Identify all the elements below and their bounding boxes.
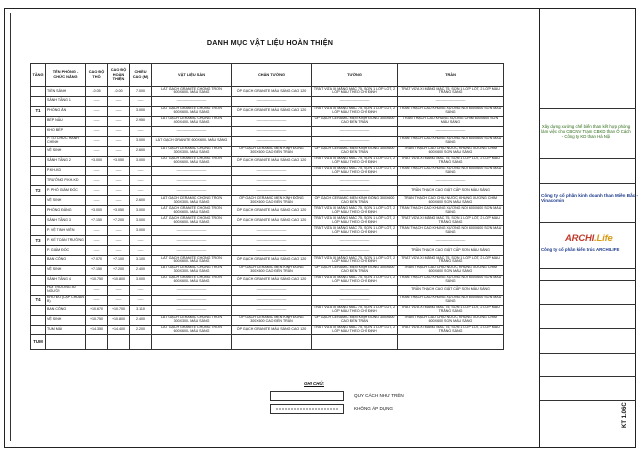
table-cell xyxy=(46,335,86,350)
table-cell: ------------------------- xyxy=(232,295,312,305)
table-cell: ỐP GẠCH CERAMIC MEN KÍNH ĐÔNG 300X600 CAO ĐẾN TRẦN xyxy=(312,116,398,126)
floor-cell xyxy=(31,176,46,186)
table-cell: ----- xyxy=(86,116,108,126)
table-cell: TRẦN THẠCH CAO KHUNG XƯƠNG NỔI 600X600 SƠN MÀU SÁNG xyxy=(398,295,504,305)
table-cell: LÁT GẠCH GRANITE CHỐNG TRƠN 600X600- MÀU SÁNG xyxy=(152,325,232,335)
table-cell: ----- xyxy=(108,186,130,196)
table-row xyxy=(31,216,504,226)
table-cell: ỐP GẠCH CERAMIC MEN KÍNH ĐÔNG 300X600 CAO ĐẾN TRẦN xyxy=(232,196,312,206)
table-row xyxy=(31,196,504,206)
floor-cell xyxy=(31,136,46,146)
floor-cell xyxy=(31,206,46,216)
table-cell: ------------------------- xyxy=(312,246,398,256)
table-cell: TRÁT VỮA XI MĂNG MÁC 75, SƠN 1 LỚP LÓT, 2 LỚP MÀU THEO CHỈ ĐỊNH xyxy=(312,216,398,226)
table-cell: LÁT GẠCH CERAMIC CHỐNG TRƠN 300X300- MÀU SÁNG xyxy=(152,315,232,325)
table-cell: ----- xyxy=(108,166,130,176)
table-cell: ------------------------- xyxy=(152,285,232,295)
table-cell: ----- xyxy=(108,285,130,295)
table-cell: ỐP GẠCH CERAMIC MEN KÍNH ĐÔNG 300X600 CAO ĐẾN TRẦN xyxy=(312,196,398,206)
table-cell: ------------------------- xyxy=(232,116,312,126)
floor-cell xyxy=(31,146,46,156)
table-cell: TRÁT VỮA XI MĂNG MÁC 75, SƠN 1 LỚP LÓT, 2 LỚP MÀU THEO CHỈ ĐỊNH xyxy=(312,156,398,166)
floor-cell xyxy=(31,126,46,136)
floor-cell xyxy=(31,246,46,256)
table-cell: BẾP NẤU xyxy=(46,116,86,126)
table-row xyxy=(31,176,504,186)
table-cell: ------------------------- xyxy=(312,96,398,106)
table-cell: TRẦN THẠCH CAO CHỊU NƯỚC KHUNG XƯƠNG CHÌM 600X600 SƠN MÀU SÁNG xyxy=(398,146,504,156)
table-cell: ----- xyxy=(86,96,108,106)
table-cell: LÁT GẠCH GRANITE CHỐNG TRƠN 600X600- MÀU SÁNG xyxy=(152,255,232,265)
table-row xyxy=(31,255,504,265)
table-cell: +3.050 xyxy=(108,206,130,216)
table-cell: ----- xyxy=(130,176,152,186)
header-cell: VẬT LIỆU SÀN xyxy=(152,64,232,87)
project-name: Xây dựng xưởng chế biến than kết hợp phòng làm việc cho CBCNV Trạm CBKD than Ô Cách - Công ty KD than Hà Nội xyxy=(541,124,631,139)
floor-cell xyxy=(31,166,46,176)
table-cell: ------------------------- xyxy=(312,295,398,305)
table-cell: ------------------------- xyxy=(152,226,232,236)
table-cell: LÁT GẠCH CERAMIC CHỐNG TRƠN 300X300- MÀU SÁNG xyxy=(152,196,232,206)
table-cell: P. KẾ TOÁN TRƯỞNG xyxy=(46,236,86,246)
header-cell: CAO ĐỘ THÔ xyxy=(86,64,108,87)
table-cell: ỐP GẠCH GRANITE MÀU SÁNG CAO 120 xyxy=(232,156,312,166)
table-cell: SẢNH TẦNG 2 xyxy=(46,156,86,166)
table-cell: ----- xyxy=(86,186,108,196)
table-cell: TRẦN THẠCH CAO CHỊU NƯỚC KHUNG XƯƠNG CHÌM 600X600 SƠN MÀU SÁNG xyxy=(398,315,504,325)
table-cell: ------------------------- xyxy=(152,305,232,315)
table-cell: ----- xyxy=(86,236,108,246)
table-cell: ----- xyxy=(86,196,108,206)
table-cell: ------------------------- xyxy=(152,176,232,186)
table-row xyxy=(31,96,504,106)
floor-cell xyxy=(31,325,46,335)
table-cell: +7.200 xyxy=(108,216,130,226)
table-cell: ----- xyxy=(130,126,152,136)
table-cell: ----- xyxy=(86,166,108,176)
table-cell: ------------------------- xyxy=(152,246,232,256)
table-cell: KHO ĐỒ (LẠP CHUẨN B) xyxy=(47,295,84,304)
table-cell xyxy=(130,335,152,350)
table-cell: ỐP GẠCH CERAMIC MEN KÍNH ĐÔNG 300X600 CAO ĐẾN TRẦN xyxy=(232,315,312,325)
table-cell: ----- xyxy=(130,246,152,256)
table-cell: ------------------------- xyxy=(152,236,232,246)
table-cell: ----- xyxy=(86,285,108,295)
floor-cell xyxy=(31,315,46,325)
table-cell: ------------------------- xyxy=(232,186,312,196)
legend-na-swatch xyxy=(270,404,344,414)
table-row xyxy=(31,186,504,196)
table-cell: 3.000 xyxy=(130,226,152,236)
table-cell: BAN CÔNG xyxy=(46,305,86,315)
table-cell: 2.950 xyxy=(130,116,152,126)
legend-same-swatch xyxy=(270,391,344,401)
table-cell: ----- xyxy=(130,96,152,106)
table-cell: +10.800 xyxy=(108,315,130,325)
table-row xyxy=(31,87,504,97)
table-cell: TRÁT VỮA XI MĂNG MÁC 75, SƠN 1 LỚP LÓT, 2 LỚP MÀU TRẮNG SÁNG xyxy=(398,87,504,97)
table-cell xyxy=(398,335,504,350)
table-row xyxy=(31,166,504,176)
table-cell: +10.750 xyxy=(86,275,108,285)
table-row xyxy=(31,285,504,295)
table-cell: ------------------------- xyxy=(232,96,312,106)
table-cell: ------------------------- xyxy=(398,236,504,246)
page-title: DANH MỤC VẬT LIỆU HOÀN THIỆN xyxy=(206,38,334,47)
title-block xyxy=(539,8,636,448)
table-cell: ----- xyxy=(130,236,152,246)
floor-cell xyxy=(31,96,46,106)
table-cell: 3.000 xyxy=(130,275,152,285)
table-cell: 3.000 xyxy=(130,106,152,116)
table-cell: ------------------------- xyxy=(232,176,312,186)
table-cell: ----- xyxy=(86,226,108,236)
floor-cell: T1 xyxy=(31,106,46,116)
table-cell: P. PHÓ GIÁM ĐỐC xyxy=(46,186,86,196)
finish-schedule-table xyxy=(30,63,504,350)
table-cell: ----- xyxy=(130,295,152,305)
table-cell: P. GIÁM ĐỐC xyxy=(46,246,86,256)
table-cell: TRÁT VỮA XI MĂNG MÁC 75, SƠN 1 LỚP LÓT, 2 LỚP MÀU THEO CHỈ ĐỊNH xyxy=(312,87,398,97)
table-cell: LÁT GẠCH GRANITE CHỐNG TRƠN 600X600- MÀU SÁNG xyxy=(152,87,232,97)
floor-cell xyxy=(31,196,46,206)
table-cell: 3.110 xyxy=(130,305,152,315)
table-cell: LÁT GẠCH GRANITE CHỐNG TRƠN 600X600- MÀU SÁNG xyxy=(152,106,232,116)
legend-same-label: QUY CÁCH NHƯ TRÊN xyxy=(354,393,404,398)
table-cell: LÁT GẠCH CERAMIC CHỐNG TRƠN 300X300- MÀU SÁNG xyxy=(152,146,232,156)
table-cell: ------------------------- xyxy=(312,136,398,146)
table-row xyxy=(31,305,504,315)
table-cell: LÁT GẠCH GRANITE CHỐNG TRƠN 600X600- MÀU SÁNG xyxy=(152,275,232,285)
table-cell: ------------------------- xyxy=(152,126,232,136)
table-cell: TRẦN THẠCH CAO KHUNG XƯƠNG NỔI 600X600 SƠN MÀU SÁNG xyxy=(398,136,504,146)
table-cell: 3.000 xyxy=(130,206,152,216)
table-cell: BAN CÔNG xyxy=(46,255,86,265)
table-cell: ----- xyxy=(108,146,130,156)
table-cell: VỆ SINH xyxy=(46,315,86,325)
table-cell: ----- xyxy=(108,246,130,256)
table-cell: VỆ SINH xyxy=(46,146,86,156)
table-cell: TRẦN THẠCH CAO GIẬT CẤP SƠN MÀU SÁNG xyxy=(398,246,504,256)
table-cell: ----- xyxy=(108,116,130,126)
table-cell: TRẦN THẠCH CAO KHUNG XƯƠNG NỔI 600X600 SƠN MÀU SÁNG xyxy=(398,275,504,285)
table-cell: 3.000 xyxy=(130,136,152,146)
floor-cell xyxy=(31,116,46,126)
table-row xyxy=(31,146,504,156)
table-cell: ----- xyxy=(86,126,108,136)
table-cell: TRÁT VỮA XI MĂNG MÁC 75, SƠN 1 LỚP LÓT, 2 LỚP MÀU TRẮNG SÁNG xyxy=(398,325,504,335)
table-cell: SẢNH TẦNG 1 xyxy=(46,96,86,106)
table-row xyxy=(31,206,504,216)
floor-cell: T2 xyxy=(31,186,46,196)
owner-name: Công ty cổ phần kinh doanh than Miền Bắc - Vinacomin xyxy=(541,193,638,204)
table-cell: SẢNH TẦNG 3 xyxy=(46,216,86,226)
table-cell: +10.670 xyxy=(86,305,108,315)
floor-cell xyxy=(31,305,46,315)
table-cell: ỐP GẠCH GRANITE MÀU SÁNG CAO 120 xyxy=(232,87,312,97)
table-cell: ----- xyxy=(108,236,130,246)
table-cell: ------------------------- xyxy=(152,96,232,106)
table-cell xyxy=(108,335,130,350)
floor-cell xyxy=(31,285,46,295)
table-cell: ------------------------- xyxy=(152,166,232,176)
table-cell: P. TỔ CHỨC HÀNH CHÍNH xyxy=(46,136,86,146)
table-cell: ------------------------- xyxy=(232,166,312,176)
table-cell: 2.200 xyxy=(130,325,152,335)
table-cell: +3.000 xyxy=(86,206,108,216)
table-cell: +3.050 xyxy=(108,156,130,166)
table-cell: ------------------------- xyxy=(152,295,232,305)
table-cell: ỐP GẠCH CERAMIC MEN KÍNH ĐÔNG 300X600 CAO ĐẾN TRẦN xyxy=(312,265,398,275)
table-cell: SẢNH TẦNG 4 xyxy=(46,275,86,285)
table-cell: -0.00 xyxy=(108,87,130,97)
table-cell: ----- xyxy=(130,285,152,295)
table-cell: +3.000 xyxy=(86,156,108,166)
archilife-logo: ARCHI.Life xyxy=(565,233,613,244)
header-cell: TƯỜNG xyxy=(312,64,398,87)
table-cell: ------------------------- xyxy=(398,126,504,136)
table-cell: TRÁT VỮA XI MĂNG MÁC 75, SƠN 1 LỚP LÓT, 2 LỚP MÀU THEO CHỈ ĐỊNH xyxy=(312,106,398,116)
table-cell: TRẦN THẠCH CAO CHỊU NƯỚC KHUNG XƯƠNG CHÌM 600X600 SƠN MÀU SÁNG xyxy=(398,196,504,206)
table-cell: +7.100 xyxy=(108,255,130,265)
table-cell: TRÁT VỮA XI MĂNG MÁC 75, SƠN 1 LỚP LÓT, 2 LỚP MÀU THEO CHỈ ĐỊNH xyxy=(312,166,398,176)
table-cell: LÁT GẠCH CERAMIC CHỐNG TRƠN 300X300- MÀU SÁNG xyxy=(152,265,232,275)
table-cell: ----- xyxy=(108,136,130,146)
floor-cell xyxy=(31,87,46,97)
table-cell: ỐP GẠCH CERAMIC MEN KÍNH ĐÔNG 300X600 CAO ĐẾN TRẦN xyxy=(312,146,398,156)
header-cell: TẦNG xyxy=(31,64,46,87)
floor-cell: T3 xyxy=(31,236,46,246)
table-cell: +7.150 xyxy=(86,265,108,275)
table-cell: ----- xyxy=(108,96,130,106)
table-cell: ------------------------- xyxy=(232,136,312,146)
table-cell: ỐP GẠCH GRANITE MÀU SÁNG CAO 120 xyxy=(232,255,312,265)
table-cell: LÁT GẠCH GRANITE CHỐNG TRƠN 600X600- MÀU SÁNG xyxy=(152,216,232,226)
table-cell: ----- xyxy=(108,126,130,136)
table-row xyxy=(31,106,504,116)
sheet-number: KT 1.06C xyxy=(622,402,628,428)
table-cell: +10.750 xyxy=(86,315,108,325)
floor-cell xyxy=(31,216,46,226)
table-cell: TRẦN THẠCH CAO KHUNG XƯƠNG CHÌM 600X600 SƠN MÀU SÁNG xyxy=(398,116,504,126)
table-cell: ----- xyxy=(130,186,152,196)
table-row xyxy=(31,295,504,305)
table-cell: ------------------------- xyxy=(232,126,312,136)
table-cell xyxy=(312,335,398,350)
table-cell: ----- xyxy=(86,246,108,256)
table-cell: ------------------------- xyxy=(232,305,312,315)
floor-cell: TUM xyxy=(31,335,46,350)
table-cell: P. VỆ TINH VIÊN xyxy=(46,226,86,236)
table-cell: +7.070 xyxy=(86,255,108,265)
table-cell: TRẦN THẠCH CAO GIẬT CẤP SƠN MÀU SÁNG xyxy=(398,186,504,196)
table-row xyxy=(31,315,504,325)
table-cell: LÁT GẠCH CERAMIC CHỐNG TRƠN 400X400- MÀU SÁNG xyxy=(152,116,232,126)
table-cell: +14.400 xyxy=(108,325,130,335)
table-cell: VỆ SINH xyxy=(46,265,86,275)
table-cell xyxy=(86,335,108,350)
table-cell: +10.800 xyxy=(108,275,130,285)
table-cell: TRẦN THẠCH CAO GIẬT CẤP SƠN MÀU SÁNG xyxy=(398,285,504,295)
table-cell: ----- xyxy=(86,176,108,186)
table-row xyxy=(31,265,504,275)
table-cell: ỐP GẠCH GRANITE MÀU SÁNG CAO 120 xyxy=(232,106,312,116)
table-cell: ------------------------- xyxy=(232,226,312,236)
floor-cell xyxy=(31,265,46,275)
table-cell: TRÁT VỮA XI MĂNG MÁC 75, SƠN 1 LỚP LÓT, 2 LỚP MÀU THEO CHỈ ĐỊNH xyxy=(312,325,398,335)
table-cell: ----- xyxy=(108,106,130,116)
table-cell: ỐP GẠCH CERAMIC MEN KÍNH ĐÔNG 300X600 CAO ĐẾN TRẦN xyxy=(232,146,312,156)
table-row xyxy=(31,136,504,146)
table-cell: LÁT GẠCH GRANITE CHỐNG TRƠN 600X600- MÀU SÁNG xyxy=(152,156,232,166)
table-cell: TRÁT VỮA XI MĂNG MÁC 75, SƠN 1 LỚP LÓT, 2 LỚP MÀU THEO CHỈ ĐỊNH xyxy=(312,226,398,236)
designer-name: Công ty cổ phần kiến trúc ARCHILIFE xyxy=(541,247,620,252)
table-cell: TRÁT VỮA XI MĂNG MÁC 75, SƠN 1 LỚP LÓT, 2 LỚP MÀU THEO CHỈ ĐỊNH xyxy=(312,275,398,285)
table-cell xyxy=(152,335,232,350)
table-cell: ỐP GẠCH GRANITE MÀU SÁNG CAO 120 xyxy=(232,325,312,335)
table-cell: TRÁT VỮA XI MĂNG MÁC 75, SƠN 1 LỚP LÓT, 2 LỚP MÀU TRẮNG SÁNG xyxy=(398,255,504,265)
table-cell: PHÒNG ĂN xyxy=(46,106,86,116)
table-row xyxy=(31,156,504,166)
table-cell: KHO BẾP xyxy=(46,126,86,136)
table-cell: 3.000 xyxy=(130,216,152,226)
table-body xyxy=(31,87,504,350)
table-cell: TRÁT VỮA XI MĂNG MÁC 75, SƠN 1 LỚP LÓT, 2 LỚP MÀU TRẮNG SÁNG xyxy=(398,216,504,226)
table-cell: 2.600 xyxy=(130,196,152,206)
table-row xyxy=(31,325,504,335)
table-cell: TRẦN THẠCH CAO CHỊU NƯỚC KHUNG XƯƠNG CHÌM 600X600 SƠN MÀU SÁNG xyxy=(398,265,504,275)
table-cell: ỐP GẠCH GRANITE MÀU SÁNG CAO 120 xyxy=(232,275,312,285)
table-cell: ỐP GẠCH CERAMIC MEN KÍNH ĐÔNG 300X600 CAO ĐẾN TRẦN xyxy=(232,265,312,275)
table-row xyxy=(31,236,504,246)
table-cell: 2.400 xyxy=(130,265,152,275)
table-cell: ỐP GẠCH GRANITE MÀU SÁNG CAO 120 xyxy=(232,216,312,226)
table-cell: TRẦN THẠCH CAO KHUNG XƯƠNG NỔI 600X600 SƠN MÀU SÁNG xyxy=(398,106,504,116)
table-cell: ------------------------- xyxy=(398,176,504,186)
binding-margin-line xyxy=(10,13,11,441)
table-cell: ------------------------- xyxy=(312,186,398,196)
table-cell: ----- xyxy=(108,176,130,186)
table-cell: ----- xyxy=(86,136,108,146)
table-cell: TRÁT VỮA XI MĂNG MÁC 75, SƠN 1 LỚP LÓT, 2 LỚP MÀU THEO CHỈ ĐỊNH xyxy=(312,255,398,265)
header-cell: TÊN PHÒNG - CHỨC NĂNG xyxy=(46,64,86,87)
table-cell: ỐP GẠCH CERAMIC MEN KÍNH ĐÔNG 300X600 CAO ĐẾN TRẦN xyxy=(312,315,398,325)
header-cell: TRẦN xyxy=(398,64,504,87)
table-cell: ----- xyxy=(108,295,130,305)
table-cell: ỐP GẠCH GRANITE MÀU SÁNG CAO 120 xyxy=(232,206,312,216)
table-cell: 2.400 xyxy=(130,315,152,325)
legend-na-label: KHÔNG ÁP DỤNG xyxy=(354,406,393,411)
table-cell: TRÁT VỮA XI MĂNG MÁC 75, SƠN 1 LỚP LÓT, 2 LỚP MÀU THEO CHỈ ĐỊNH xyxy=(312,305,398,315)
table-cell: +7.200 xyxy=(108,265,130,275)
table-cell: ------------------------- xyxy=(312,285,398,295)
table-cell: 3.000 xyxy=(130,156,152,166)
floor-cell xyxy=(31,255,46,265)
table-cell: HỘI TRƯỜNG 40 NGƯỜI xyxy=(46,285,86,295)
table-row xyxy=(31,126,504,136)
table-cell: +14.350 xyxy=(86,325,108,335)
table-cell: ------------------------- xyxy=(232,285,312,295)
table-cell: -0.05 xyxy=(86,87,108,97)
table-cell: PHÒNG ĐẢNG xyxy=(46,206,86,216)
table-cell: 3.100 xyxy=(130,255,152,265)
table-cell: ------------------------- xyxy=(398,96,504,106)
table-cell: ----- xyxy=(86,295,108,305)
table-cell: ----- xyxy=(108,226,130,236)
table-cell: TRẦN THẠCH CAO KHUNG XƯƠNG NỔI 600X600 SƠN MÀU SÁNG xyxy=(398,166,504,176)
table-cell: TRẦN THẠCH CAO KHUNG XƯƠNG NỔI 600X600 SƠN MÀU SÁNG xyxy=(398,226,504,236)
floor-cell xyxy=(31,156,46,166)
floor-cell: T4 xyxy=(31,295,46,305)
table-cell: VỆ SINH xyxy=(46,196,86,206)
table-cell: ------------------------- xyxy=(232,246,312,256)
table-cell: 2.600 xyxy=(130,146,152,156)
table-cell: ------------------------- xyxy=(312,176,398,186)
table-cell: +10.700 xyxy=(108,305,130,315)
table-cell: ----- xyxy=(86,146,108,156)
header-cell: CAO ĐỘ HOÀN THIỆN xyxy=(108,64,130,87)
table-cell: +7.150 xyxy=(86,216,108,226)
header-cell: CHÂN TƯỜNG xyxy=(232,64,312,87)
table-cell: LÁT GẠCH GRANITE 600X600- MÀU SÁNG xyxy=(152,136,232,146)
table-cell: TUM MÁI xyxy=(46,325,86,335)
table-cell: LÁT GẠCH GRANITE CHỐNG TRƠN 600X600- MÀU SÁNG xyxy=(152,206,232,216)
table-cell: 7.000 xyxy=(130,87,152,97)
table-cell: ------------------------- xyxy=(232,236,312,246)
table-cell: TIỀN SẢNH xyxy=(46,87,86,97)
legend-na-line xyxy=(270,404,344,414)
table-row xyxy=(31,275,504,285)
table-cell: P.KH-KD xyxy=(46,166,86,176)
table-row xyxy=(31,116,504,126)
table-header-row xyxy=(31,64,504,87)
table-cell: ----- xyxy=(86,106,108,116)
header-cell: CHIỀU CAO (M) xyxy=(130,64,152,87)
table-cell: TRÁT VỮA XI MĂNG MÁC 75, SƠN 1 LỚP LÓT, 2 LỚP MÀU TRẮNG SÁNG xyxy=(398,156,504,166)
table-cell: TRÁT VỮA XI MĂNG MÁC 75, SƠN 1 LỚP LÓT, 2 LỚP MÀU THEO CHỈ ĐỊNH xyxy=(312,206,398,216)
floor-cell xyxy=(31,226,46,236)
table-row xyxy=(31,335,504,350)
table-cell xyxy=(232,335,312,350)
table-cell: TRẦN THẠCH CAO KHUNG XƯƠNG NỔI 600X600 SƠN MÀU SÁNG xyxy=(398,206,504,216)
table-cell: TRƯỞNG P.KH-KD xyxy=(46,176,86,186)
table-cell: ------------------------- xyxy=(312,236,398,246)
legend-title: GHI CHÚ: xyxy=(304,381,325,386)
table-cell: ------------------------- xyxy=(152,186,232,196)
table-cell: ----- xyxy=(108,196,130,206)
table-cell: ------------------------- xyxy=(312,126,398,136)
table-cell: ----- xyxy=(130,166,152,176)
table-row xyxy=(31,226,504,236)
floor-cell xyxy=(31,275,46,285)
table-cell: TRÁT VỮA XI MĂNG MÁC 75, SƠN 1 LỚP LÓT, 2 LỚP MÀU TRẮNG SÁNG xyxy=(398,305,504,315)
table-row xyxy=(31,246,504,256)
